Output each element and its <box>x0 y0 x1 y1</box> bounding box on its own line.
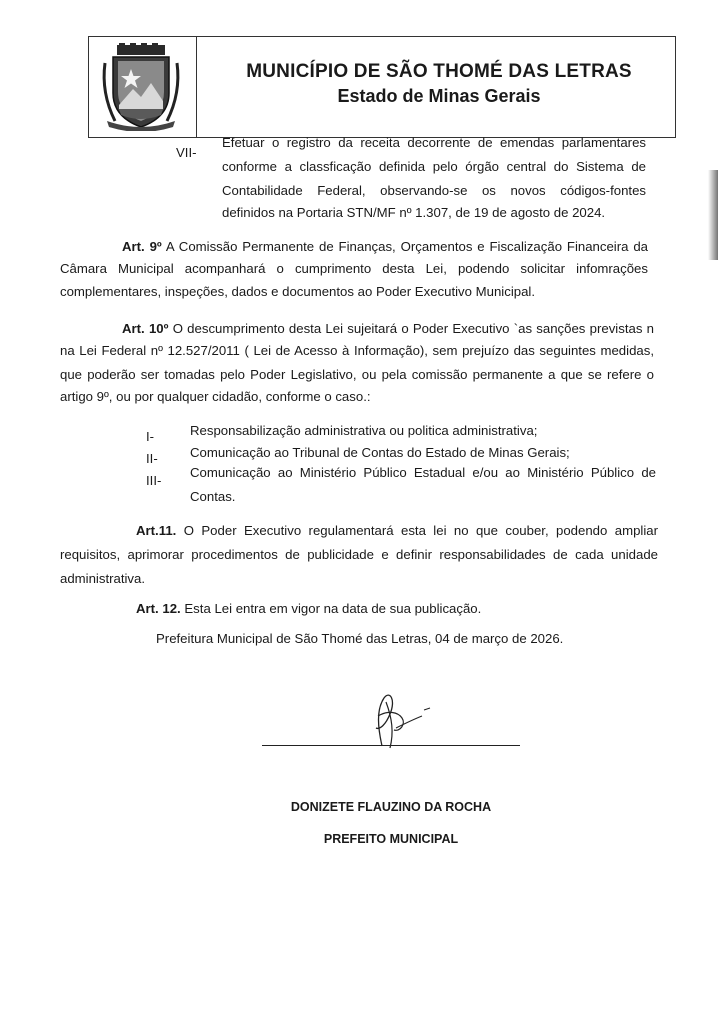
item-vii-line: Efetuar o registro da receita decorrente de emendas parlamentares <box>222 135 646 150</box>
art10-item-text: Responsabilização administrativa ou politica administrativa; <box>190 423 538 438</box>
art10-line: na Lei Federal nº 12.527/2011 ( Lei de Acesso à Informação), sem prejuízo das seguintes medidas, <box>60 343 654 358</box>
letterhead <box>88 36 676 138</box>
item-vii-line: definidos na Portaria STN/MF nº 1.307, de 19 de agosto de 2024. <box>222 205 606 220</box>
item-vii-line: Contabilidade Federal, observando-se os novos códigos-fontes <box>222 183 646 198</box>
signatory-name: DONIZETE FLAUZINO DA ROCHA <box>290 800 492 814</box>
art9-line: complementares, inspeções, dados e documentos ao Poder Executivo Municipal. <box>60 284 536 299</box>
handwritten-signature-icon <box>360 688 440 752</box>
art11-text: O Poder Executivo regulamentará esta lei no que couber, podendo ampliar <box>183 523 658 538</box>
signature-line <box>262 745 520 746</box>
art10-text: O descumprimento desta Lei sujeitará o Poder Executivo `as sanções previstas n <box>172 321 654 336</box>
art9-line: Câmara Municipal acompanhará o cumprimento desta Lei, podendo solicitar infomrações <box>60 261 648 276</box>
scan-shadow <box>708 170 718 260</box>
place-and-date: Prefeitura Municipal de São Thomé das Letras, 04 de março de 2026. <box>156 631 564 646</box>
art10-line: que poderão ser tomadas pelo Poder Legislativo, ou pela comissão permanente a que se refere o <box>60 367 654 382</box>
art12-text: Esta Lei entra em vigor na data de sua publicação. <box>184 601 482 616</box>
art11-line: administrativa. <box>60 571 146 586</box>
art10-item-text: Comunicação ao Ministério Público Estadual e/ou ao Ministério Público de <box>190 465 656 480</box>
art10-line: artigo 9º, ou por qualquer cidadão, conforme o caso.: <box>60 389 371 404</box>
art9-label: Art. 9º <box>122 239 162 254</box>
art10-item-numeral: II- <box>146 451 158 466</box>
art9-text: A Comissão Permanente de Finanças, Orçamentos e Fiscalização Financeira da <box>165 239 649 254</box>
municipal-crest-icon <box>99 43 183 131</box>
art11-line: requisitos, aprimorar procedimentos de publicidade e definir responsabilidades de cada unidade <box>60 547 658 562</box>
art10-item-text: Contas. <box>190 489 236 504</box>
crest-cell <box>89 37 197 137</box>
signatory-role: PREFEITO MUNICIPAL <box>323 832 459 846</box>
art11-label: Art.11. <box>136 523 177 538</box>
item-vii-numeral: VII- <box>176 145 197 160</box>
art10-line <box>122 318 654 340</box>
art12-label: Art. 12. <box>136 601 181 616</box>
art9-line <box>122 236 648 258</box>
item-vii-line: conforme a classficação definida pelo órgão central do Sistema de <box>222 159 646 174</box>
letterhead-titles <box>219 61 659 107</box>
art10-item-text: Comunicação ao Tribunal de Contas do Estado de Minas Gerais; <box>190 445 570 460</box>
municipality-title: MUNICÍPIO DE SÃO THOMÉ DAS LETRAS <box>246 61 632 82</box>
art12-line <box>136 598 656 620</box>
art11-line <box>136 520 658 542</box>
art10-label: Art. 10º <box>122 321 169 336</box>
art10-item-numeral: III- <box>146 473 162 488</box>
art10-item-numeral: I- <box>146 429 155 444</box>
state-subtitle: Estado de Minas Gerais <box>337 86 541 106</box>
